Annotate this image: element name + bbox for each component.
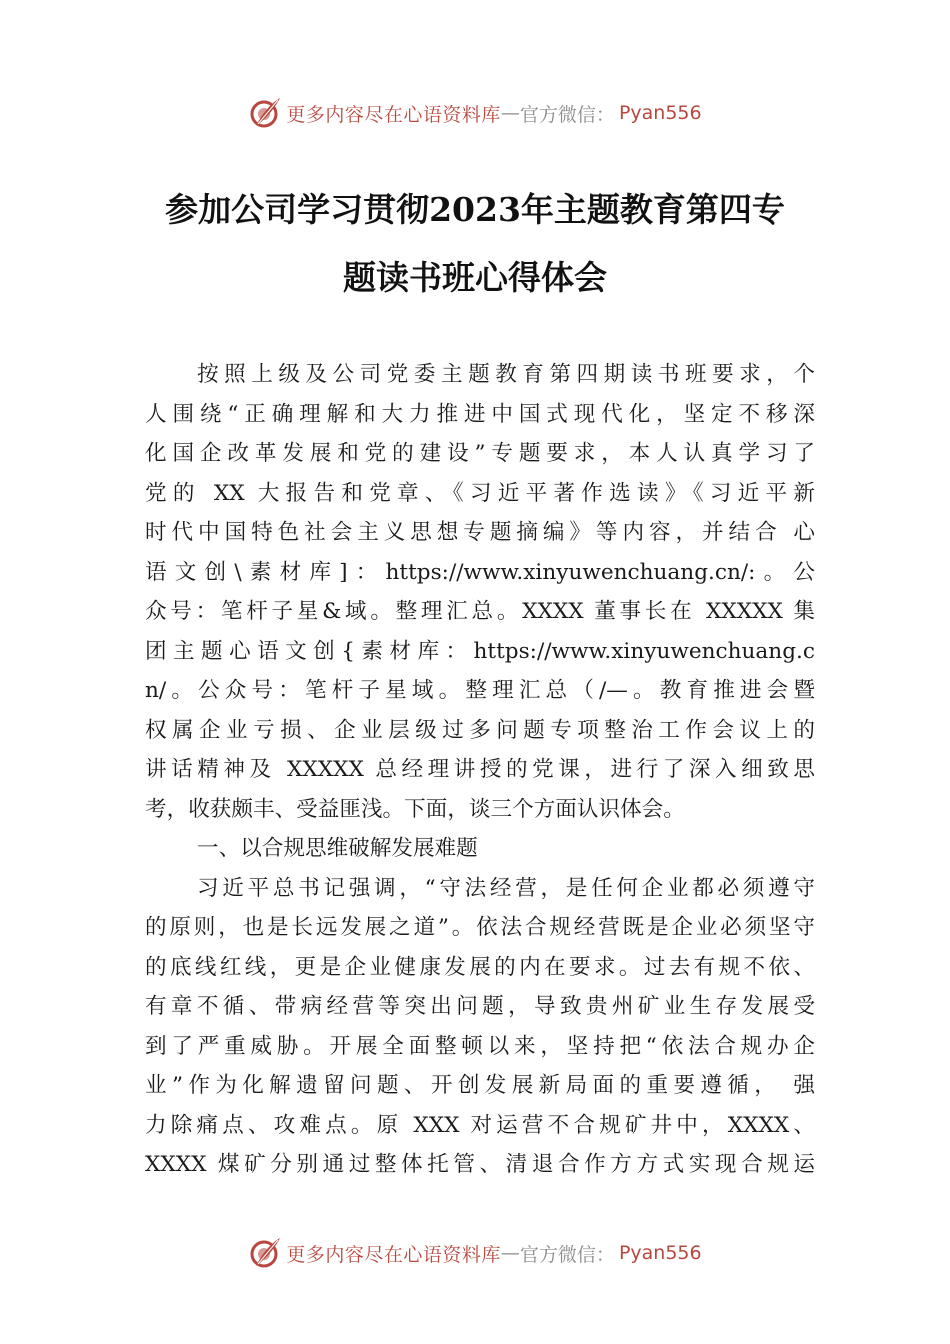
banner-wechat-id: Pyan556 — [618, 102, 702, 124]
body-line: 业”作为化解遗留问题、开创发展新局面的重要遵循， 强 — [145, 1073, 815, 1098]
body-line: 考，收获颇丰、受益匪浅。下面，谈三个方面认识体会。 — [145, 796, 685, 822]
document-body — [145, 355, 815, 1185]
body-line: 有章不循、带病经营等突出问题，导致贵州矿业生存发展受 — [145, 994, 815, 1019]
quill-logo-icon — [248, 96, 282, 130]
quill-logo-icon — [248, 1236, 282, 1270]
body-line: 力除痛点、攻难点。原 XXX 对运营不合规矿井中，XXXX、 — [145, 1112, 815, 1138]
banner-wechat-label: 官方微信： — [519, 1243, 615, 1266]
body-line: 到了严重威胁。开展全面整顿以来，坚持把“依法合规办企 — [145, 1033, 815, 1059]
header-banner — [0, 93, 950, 133]
footer-banner — [0, 1233, 950, 1273]
body-line: 讲话精神及 XXXXX 总经理讲授的党课，进行了深入细致思 — [145, 757, 815, 782]
banner-separator: — — [500, 102, 520, 124]
banner-text: 更多内容尽在心语资料库 — [286, 103, 501, 126]
body-line: 时代中国特色社会主义思想专题摘编》等内容，并结合 心 — [145, 520, 815, 545]
body-line: 的原则，也是长远发展之道”。依法合规经营既是企业必须坚守 — [145, 915, 815, 940]
body-line: 的底线红线，更是企业健康发展的内在要求。过去有规不依、 — [145, 954, 815, 980]
document-title-line-1: 参加公司学习贯彻2023年主题教育第四专 — [165, 190, 785, 229]
body-line: 众号：笔杆子星&域。整理汇总。XXXX 董事长在 XXXXX 集 — [145, 599, 815, 624]
document-title-line-2: 题读书班心得体会 — [343, 258, 607, 297]
body-line: 化国企改革发展和党的建设”专题要求，本人认真学习了 — [145, 441, 815, 466]
body-line: n/。公众号：笔杆子星域。整理汇总（/—。教育推进会暨 — [145, 678, 815, 703]
banner-separator: — — [500, 1242, 520, 1264]
body-line: 团主题心语文创{素材库：https://www.xinyuwenchuang.c — [145, 638, 815, 664]
body-line: XXXX 煤矿分别通过整体托管、清退合作方方式实现合规运 — [145, 1152, 815, 1177]
section-heading: 一、以合规思维破解发展难题 — [197, 836, 478, 861]
body-line: 权属企业亏损、企业层级过多问题专项整治工作会议上的 — [145, 717, 815, 743]
body-line: 按照上级及公司党委主题教育第四期读书班要求，个 — [197, 362, 815, 387]
body-line: 人围绕“正确理解和大力推进中国式现代化，坚定不移深 — [145, 401, 815, 427]
body-line: 习近平总书记强调，“守法经营，是任何企业都必须遵守 — [197, 875, 815, 901]
banner-text: 更多内容尽在心语资料库 — [286, 1243, 501, 1266]
banner-wechat-id: Pyan556 — [618, 1242, 702, 1264]
banner-wechat-label: 官方微信： — [519, 103, 615, 126]
body-line: 语文创\素材库]：https://www.xinyuwenchuang.cn/:。公 — [145, 559, 815, 585]
body-line: 党的 XX 大报告和党章、《习近平著作选读》《习近平新 — [145, 480, 815, 506]
